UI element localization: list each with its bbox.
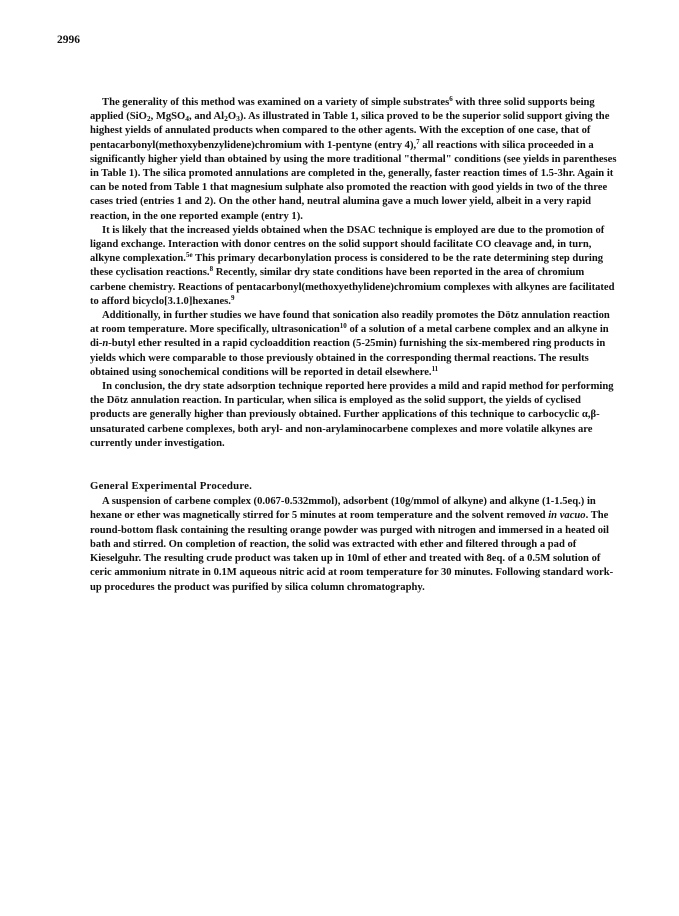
- italic-run: in vacuo: [548, 510, 586, 522]
- text-run: , and Al: [189, 111, 225, 123]
- text-run: This primary decarbonylation process is considered to be the rate determining step during these cyclisation reactions.: [90, 253, 604, 279]
- formula-subscript: 2: [224, 114, 228, 124]
- text-run: In conclusion, the dry state adsorption technique reported here provides a mild and rapid method for performing the Dötz annulation reaction. In particular, when silica is employed as the solid support, the yields of cyclised products are generally higher than previously obtained. Further applications of this technique to carbocyclic α,β-unsaturated carbene complexes, both aryl- and non-arylaminocarbene complexes and more volatile alkynes are currently under investigation.: [90, 381, 614, 449]
- paragraph-conclusion: [90, 380, 618, 451]
- text-run: Additionally, in further studies we have found that sonication also readily promotes the Dötz annulation reaction at room temperature. More specifically, ultrasonication: [90, 310, 610, 336]
- text-run: with three solid supports being applied (SiO: [90, 97, 595, 123]
- formula-subscript: 2: [146, 114, 151, 124]
- text-run: The generality of this method was examined on a variety of simple substrates: [102, 97, 450, 108]
- page-number: 2996: [57, 34, 80, 46]
- body-text: [90, 96, 618, 595]
- paragraph-generality: [90, 96, 618, 224]
- formula-subscript: 3: [236, 114, 240, 124]
- italic-run: n: [102, 338, 109, 350]
- text-run: Recently, similar dry state conditions have been reported in the area of chromium carbene chemistry. Reactions of pentacarbonyl(methoxyethylidene)chromium complexes with alkynes are facilitated to afford bicyclo[3.1.0]hexanes.: [90, 267, 615, 307]
- text-run: , MgSO: [150, 111, 186, 123]
- text-run: -butyl ether resulted in a rapid cycloaddition reaction (5-25min) furnishing the six-membered ring products in yields which were comparable to those previously obtained in the corresponding thermal reactions. The results obtained using sonochemical conditions will be reported in detail elsewhere.: [90, 338, 606, 378]
- reference-superscript: 6: [449, 95, 453, 103]
- text-run: all reactions with silica proceeded in a significantly higher yield than obtained by using the more traditional "thermal" conditions (see yields in parentheses in Table 1). The silica promoted annulations are completed in the, generally, faster reaction times of 1.5-3hr. Again it can be noted from Table 1 that magnesium sulphate also promoted the reaction with good yields in two of the three cases tried (entries 1 and 2). On the other hand, neutral alumina gave a much lower yield, albeit in a very rapid reaction, in the one reported example (entry 1).: [90, 139, 617, 222]
- formula-subscript: 4: [185, 114, 190, 124]
- text-run: ). As illustrated in Table 1, silica proved to be the superior solid support giving the highest yields of annulated products when compared to the other agents. With the exception of one case, that of pentacarbonyl(methoxybenzylidene)chromium with 1-pentyne (entry 4),: [90, 111, 610, 151]
- reference-superscript: 10: [339, 322, 347, 331]
- text-run: A suspension of carbene complex (0.067-0.532mmol), adsorbent (10g/mmol of alkyne) and alkyne (1-1.5eq.) in hexane or ether was magnetically stirred for 5 minutes at room temperature and the solvent removed: [90, 496, 596, 522]
- experimental-heading: General Experimental Procedure.: [90, 480, 253, 493]
- reference-superscript: 11: [431, 364, 439, 373]
- reference-superscript: 9: [230, 293, 235, 302]
- text-run: . The round-bottom flask containing the resulting orange powder was purged with nitrogen and immersed in a heated oil bath and stirred. On completion of reaction, the solid was extracted with ether and filtered through a pad of Kieselguhr. The resulting crude product was taken up in 10ml of ether and treated with 8eq. of a 0.5M solution of ceric ammonium nitrate in 0.1M aqueous nitric acid at room temperature for 30 minutes. Following standard work-up procedures the product was purified by silica column chromatography.: [90, 510, 614, 593]
- reference-superscript: 5e: [185, 251, 193, 260]
- text-run: of a solution of a metal carbene complex and an alkyne in di-: [90, 324, 609, 350]
- text-run: It is likely that the increased yields obtained when the DSAC technique is employed are due to the promotion of ligand exchange. Interaction with donor centres on the solid support should facilitate CO cleavage and, in turn, alkyne complexation.: [90, 224, 605, 265]
- reference-superscript: 8: [209, 265, 214, 274]
- paragraph-dsac-mechanism: [90, 224, 618, 309]
- reference-superscript: 7: [416, 137, 420, 146]
- text-run: O: [227, 111, 237, 123]
- paragraph-experimental: [90, 495, 618, 594]
- paragraph-sonication: [90, 309, 618, 380]
